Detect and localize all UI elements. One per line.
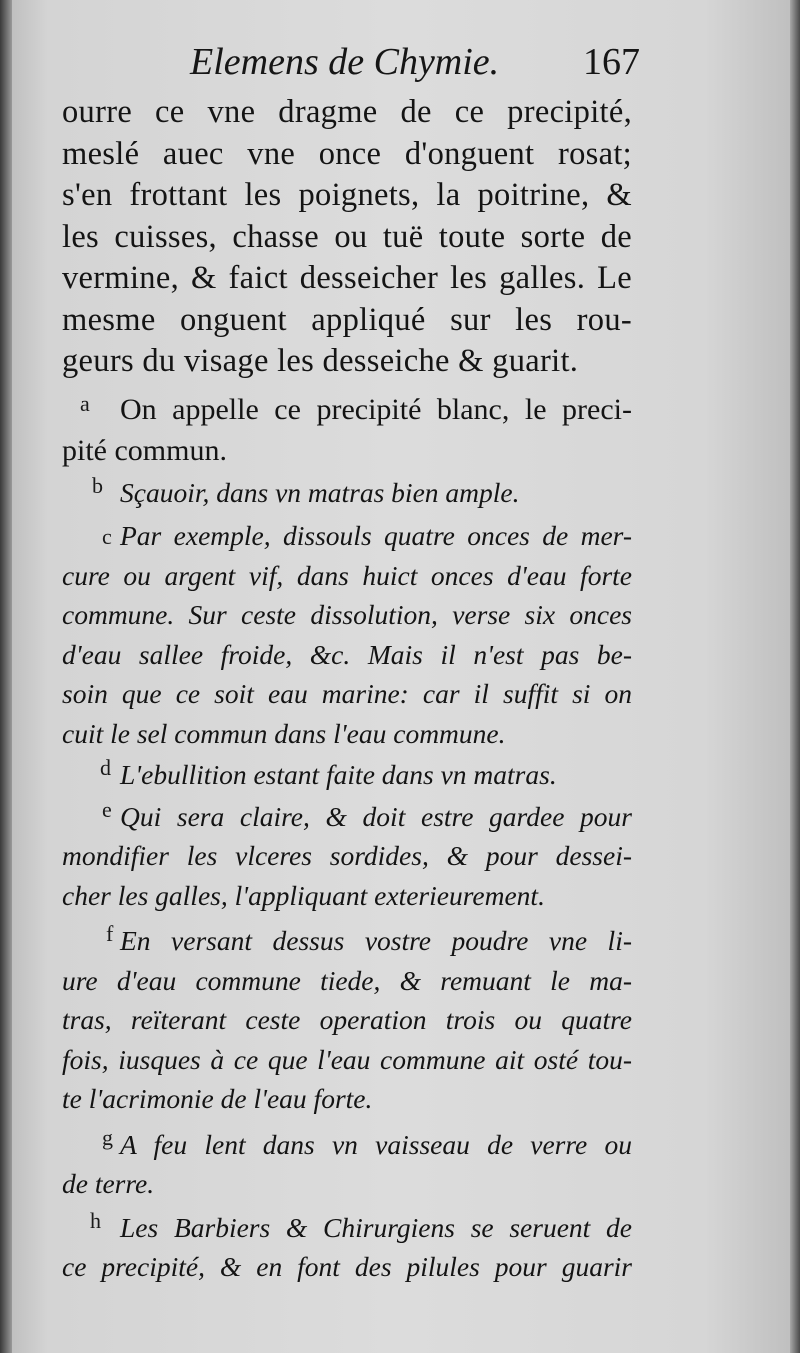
page-number: 167 — [583, 41, 640, 83]
note-line: cuit le sel commun dans l'eau commune. — [62, 717, 506, 749]
note-line: pité commun. — [62, 433, 227, 467]
page-edge-right — [790, 0, 800, 1353]
note-line: mondifier les vlceres sordides, & pour dessei- — [62, 840, 632, 871]
running-title: Elemens de Chymie. — [190, 41, 500, 83]
note-line: soin que ce soit eau marine: car il suffit si on — [62, 678, 632, 709]
note-b — [62, 473, 632, 513]
note-line: ce precipité, & en font des pilules pour guarir — [62, 1251, 632, 1282]
note-h — [62, 1208, 632, 1287]
note-marker: d — [100, 755, 111, 780]
note-line: Par exemple, dissouls quatre onces de mer- — [120, 520, 632, 551]
note-marker: a — [80, 390, 90, 416]
note-line: tras, reïterant ceste operation trois ou quatre — [62, 1004, 632, 1035]
note-line: cher les galles, l'appliquant exterieurement. — [62, 879, 545, 911]
note-line: fois, iusques à ce que l'eau commune ait osté tou- — [62, 1043, 632, 1075]
note-line: L'ebullition estant faite dans vn matras. — [120, 759, 557, 790]
note-line: Sçauoir, dans vn matras bien ample. — [120, 476, 520, 508]
note-a — [62, 389, 632, 471]
note-marker: h — [90, 1207, 101, 1233]
note-line: de terre. — [62, 1168, 155, 1199]
note-line: Qui sera claire, & doit estre gardee pour — [120, 800, 632, 832]
note-line: En versant dessus vostre poudre vne li- — [120, 925, 632, 956]
note-line: A feu lent dans vn vaisseau de verre ou — [120, 1128, 632, 1160]
note-line: te l'acrimonie de l'eau forte. — [62, 1083, 373, 1114]
note-marker: c — [102, 524, 112, 549]
note-c — [62, 516, 632, 753]
text-line: geurs du visage les desseiche & guarit. — [62, 343, 579, 379]
note-line: cure ou argent vif, dans huict onces d'eau forte — [62, 559, 632, 591]
text-line: s'en frottant les poignets, la poitrine, & — [62, 177, 632, 213]
note-marker: g — [102, 1124, 113, 1150]
note-line: On appelle ce precipité blanc, le preci- — [120, 392, 632, 426]
note-f — [62, 921, 632, 1119]
text-line: meslé auec vne once d'onguent rosat; — [62, 135, 632, 172]
note-line: commune. Sur ceste dissolution, verse six onces — [62, 599, 632, 630]
note-marker: b — [92, 472, 103, 498]
note-line: d'eau sallee froide, &c. Mais il n'est pas be- — [62, 638, 632, 670]
text-line: vermine, & faict desseicher les galles. Le — [62, 260, 632, 296]
page-edge-left — [0, 0, 12, 1353]
text-line: les cuisses, chasse ou tuë toute sorte de — [62, 218, 632, 255]
note-g — [62, 1125, 632, 1204]
main-paragraph — [62, 92, 632, 383]
note-line: ure d'eau commune tiede, & remuant le ma- — [62, 964, 632, 996]
note-e — [62, 797, 632, 916]
note-marker: e — [102, 796, 112, 822]
text-line: mesme onguent appliqué sur les rou- — [62, 301, 632, 338]
text-block — [62, 92, 632, 1287]
note-d — [62, 755, 632, 795]
note-marker: f — [106, 921, 114, 946]
text-line: ourre ce vne dragme de ce precipité, — [62, 94, 632, 130]
note-line: Les Barbiers & Chirurgiens se seruent de — [120, 1211, 632, 1243]
running-head — [190, 40, 640, 90]
